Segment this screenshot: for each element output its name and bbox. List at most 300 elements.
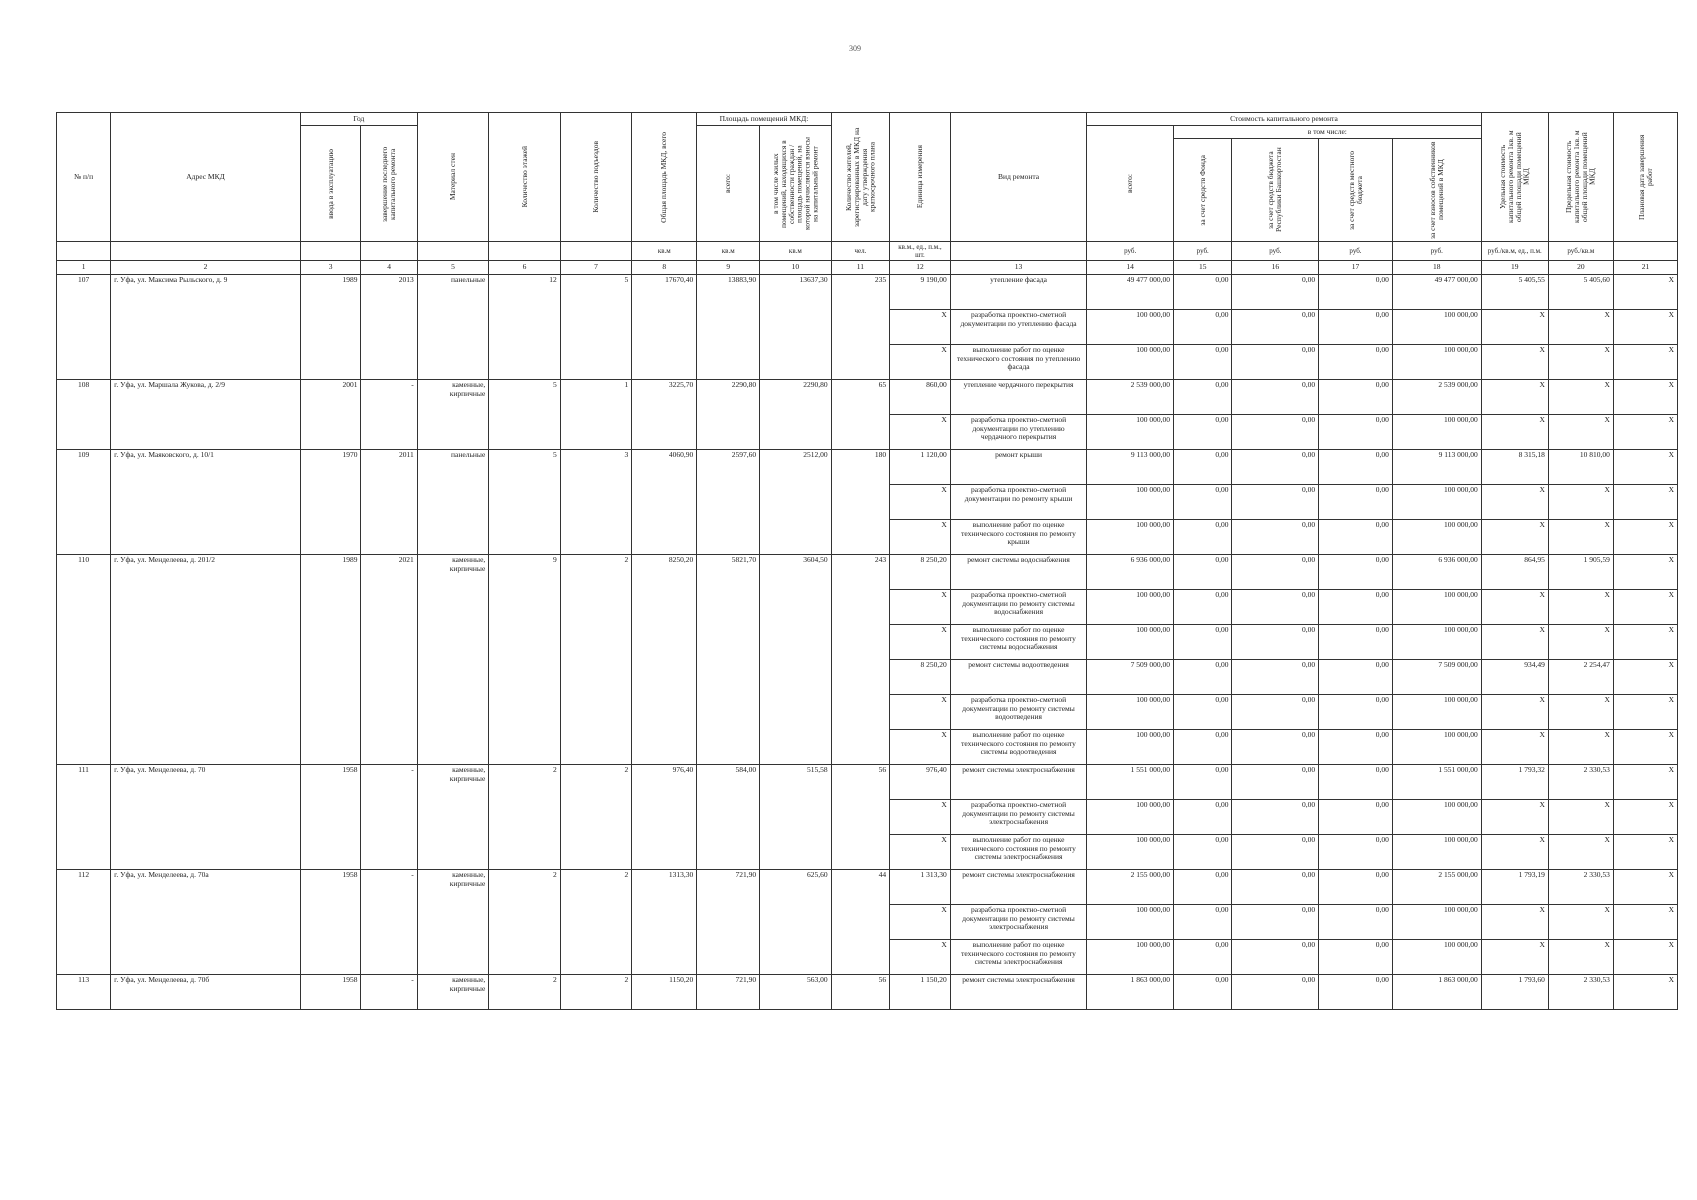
record-entrances: 2 <box>560 975 632 1010</box>
planned-date: X <box>1613 590 1677 625</box>
column-number-cell: 7 <box>560 261 632 275</box>
cost-total: 100 000,00 <box>1087 905 1174 940</box>
record-floors: 5 <box>489 450 561 555</box>
cost-total: 100 000,00 <box>1087 345 1174 380</box>
cost-total: 100 000,00 <box>1087 695 1174 730</box>
record-residents: 44 <box>831 870 890 975</box>
record-material: каменные, кирпичные <box>417 555 489 765</box>
work-type: ремонт системы электроснабжения <box>950 870 1087 905</box>
cost-fund: 0,00 <box>1173 485 1232 520</box>
record-material: панельные <box>417 450 489 555</box>
column-number-cell: 10 <box>760 261 832 275</box>
header-cost-group: Стоимость капитального ремонта <box>1087 113 1481 126</box>
work-unit: X <box>890 695 951 730</box>
unit-cell <box>1613 242 1677 261</box>
record-year: 1989 <box>300 275 361 380</box>
cost-fund: 0,00 <box>1173 800 1232 835</box>
record-year: 1958 <box>300 765 361 870</box>
cost-local: 0,00 <box>1319 905 1393 940</box>
record-entrances: 3 <box>560 450 632 555</box>
table-row <box>57 275 1678 310</box>
column-number-cell: 13 <box>950 261 1087 275</box>
unit-cost: 864,95 <box>1481 555 1548 590</box>
work-type: ремонт системы электроснабжения <box>950 765 1087 800</box>
records-body <box>57 275 1678 1010</box>
header-premises-group: Площадь помещений МКД: <box>697 113 831 126</box>
max-cost: X <box>1548 730 1613 765</box>
planned-date: X <box>1613 310 1677 345</box>
record-material: каменные, кирпичные <box>417 975 489 1010</box>
record-num: 112 <box>57 870 111 975</box>
header-planned-date: Плановая дата завершения работ <box>1613 113 1677 242</box>
cost-republic: 0,00 <box>1232 625 1319 660</box>
record-total-area: 4060,90 <box>632 450 697 555</box>
header-wall-material: Материал стен <box>417 113 489 242</box>
cost-republic: 0,00 <box>1232 695 1319 730</box>
max-cost: X <box>1548 590 1613 625</box>
work-type: разработка проектно-сметной документации по ремонту системы электроснабжения <box>950 905 1087 940</box>
cost-local: 0,00 <box>1319 555 1393 590</box>
unit-cell: чел. <box>831 242 890 261</box>
cost-local: 0,00 <box>1319 275 1393 310</box>
work-unit: X <box>890 625 951 660</box>
unit-cell <box>300 242 361 261</box>
cost-total: 100 000,00 <box>1087 730 1174 765</box>
planned-date: X <box>1613 485 1677 520</box>
cost-local: 0,00 <box>1319 975 1393 1010</box>
work-unit: X <box>890 415 951 450</box>
cost-fund: 0,00 <box>1173 450 1232 485</box>
table-row <box>57 870 1678 905</box>
unit-cost: X <box>1481 905 1548 940</box>
unit-cost: 934,49 <box>1481 660 1548 695</box>
unit-cell <box>57 242 111 261</box>
cost-republic: 0,00 <box>1232 660 1319 695</box>
planned-date: X <box>1613 835 1677 870</box>
cost-owners: 100 000,00 <box>1392 835 1481 870</box>
cost-republic: 0,00 <box>1232 940 1319 975</box>
cost-fund: 0,00 <box>1173 870 1232 905</box>
record-material: панельные <box>417 275 489 380</box>
record-last-repair: - <box>361 380 417 450</box>
planned-date: X <box>1613 275 1677 310</box>
unit-cost: 1 793,19 <box>1481 870 1548 905</box>
cost-local: 0,00 <box>1319 765 1393 800</box>
header-num: № п/п <box>57 113 111 242</box>
cost-fund: 0,00 <box>1173 380 1232 415</box>
max-cost: 5 405,60 <box>1548 275 1613 310</box>
unit-cell: кв.м., ед., п.м., шт. <box>890 242 951 261</box>
cost-republic: 0,00 <box>1232 975 1319 1010</box>
cost-owners: 100 000,00 <box>1392 590 1481 625</box>
cost-total: 100 000,00 <box>1087 520 1174 555</box>
column-number-cell: 17 <box>1319 261 1393 275</box>
work-unit: X <box>890 940 951 975</box>
work-type: ремонт крыши <box>950 450 1087 485</box>
cost-fund: 0,00 <box>1173 905 1232 940</box>
cost-local: 0,00 <box>1319 380 1393 415</box>
record-year: 2001 <box>300 380 361 450</box>
unit-cost: 1 793,60 <box>1481 975 1548 1010</box>
cost-fund: 0,00 <box>1173 590 1232 625</box>
planned-date: X <box>1613 905 1677 940</box>
max-cost: 2 254,47 <box>1548 660 1613 695</box>
planned-date: X <box>1613 695 1677 730</box>
cost-republic: 0,00 <box>1232 275 1319 310</box>
work-type: разработка проектно-сметной документации по ремонту системы водоснабжения <box>950 590 1087 625</box>
unit-cell: руб./кв.м <box>1548 242 1613 261</box>
column-number-cell: 21 <box>1613 261 1677 275</box>
page-number: 309 <box>849 44 861 53</box>
cost-republic: 0,00 <box>1232 380 1319 415</box>
max-cost: 2 330,53 <box>1548 870 1613 905</box>
cost-local: 0,00 <box>1319 520 1393 555</box>
cost-local: 0,00 <box>1319 695 1393 730</box>
header-floors: Количество этажей <box>489 113 561 242</box>
cost-total: 9 113 000,00 <box>1087 450 1174 485</box>
record-address: г. Уфа, ул. Менделеева, д. 70 <box>111 765 301 870</box>
work-type: разработка проектно-сметной документации по утеплению чердачного перекрытия <box>950 415 1087 450</box>
record-residents: 65 <box>831 380 890 450</box>
cost-fund: 0,00 <box>1173 520 1232 555</box>
max-cost: X <box>1548 835 1613 870</box>
work-unit: 860,00 <box>890 380 951 415</box>
unit-cell: руб. <box>1232 242 1319 261</box>
cost-total: 2 155 000,00 <box>1087 870 1174 905</box>
record-floors: 9 <box>489 555 561 765</box>
planned-date: X <box>1613 765 1677 800</box>
record-entrances: 2 <box>560 870 632 975</box>
work-unit: X <box>890 310 951 345</box>
planned-date: X <box>1613 940 1677 975</box>
planned-date: X <box>1613 450 1677 485</box>
column-number-cell: 1 <box>57 261 111 275</box>
record-premises-owned: 3604,50 <box>760 555 832 765</box>
cost-total: 7 509 000,00 <box>1087 660 1174 695</box>
cost-owners: 100 000,00 <box>1392 415 1481 450</box>
unit-cost: X <box>1481 310 1548 345</box>
planned-date: X <box>1613 975 1677 1010</box>
header-year-last-repair: завершение последнего капитального ремонта <box>361 126 417 242</box>
unit-cost: X <box>1481 485 1548 520</box>
record-premises: 2290,80 <box>697 380 760 450</box>
header-cost-total: всего: <box>1087 126 1174 242</box>
work-type: разработка проектно-сметной документации по ремонту системы водоотведения <box>950 695 1087 730</box>
work-type: выполнение работ по оценке технического состояния по ремонту крыши <box>950 520 1087 555</box>
record-material: каменные, кирпичные <box>417 870 489 975</box>
work-type: разработка проектно-сметной документации по ремонту системы электроснабжения <box>950 800 1087 835</box>
unit-cell <box>361 242 417 261</box>
cost-owners: 100 000,00 <box>1392 730 1481 765</box>
cost-fund: 0,00 <box>1173 415 1232 450</box>
cost-total: 100 000,00 <box>1087 310 1174 345</box>
record-premises: 721,90 <box>697 870 760 975</box>
cost-local: 0,00 <box>1319 485 1393 520</box>
record-num: 113 <box>57 975 111 1010</box>
work-type: выполнение работ по оценке технического состояния по утеплению фасада <box>950 345 1087 380</box>
cost-owners: 1 863 000,00 <box>1392 975 1481 1010</box>
work-unit: 1 313,30 <box>890 870 951 905</box>
header-year-group: Год <box>300 113 417 126</box>
cost-owners: 2 539 000,00 <box>1392 380 1481 415</box>
record-residents: 56 <box>831 765 890 870</box>
unit-cost: X <box>1481 835 1548 870</box>
cost-total: 100 000,00 <box>1087 485 1174 520</box>
cost-total: 1 863 000,00 <box>1087 975 1174 1010</box>
record-year: 1958 <box>300 870 361 975</box>
unit-cost: X <box>1481 730 1548 765</box>
unit-cell <box>560 242 632 261</box>
record-premises: 721,90 <box>697 975 760 1010</box>
header-cost-fund: за счет средств Фонда <box>1173 139 1232 242</box>
cost-total: 6 936 000,00 <box>1087 555 1174 590</box>
cost-fund: 0,00 <box>1173 765 1232 800</box>
work-unit: 8 250,20 <box>890 660 951 695</box>
record-floors: 2 <box>489 765 561 870</box>
cost-owners: 100 000,00 <box>1392 345 1481 380</box>
planned-date: X <box>1613 660 1677 695</box>
work-unit: X <box>890 590 951 625</box>
record-year: 1958 <box>300 975 361 1010</box>
work-type: разработка проектно-сметной документации по ремонту крыши <box>950 485 1087 520</box>
column-number-cell: 15 <box>1173 261 1232 275</box>
cost-local: 0,00 <box>1319 730 1393 765</box>
record-floors: 5 <box>489 380 561 450</box>
max-cost: X <box>1548 380 1613 415</box>
record-premises: 2597,60 <box>697 450 760 555</box>
header-incl: в том числе: <box>1173 126 1481 139</box>
record-last-repair: - <box>361 975 417 1010</box>
cost-republic: 0,00 <box>1232 835 1319 870</box>
planned-date: X <box>1613 555 1677 590</box>
unit-cost: X <box>1481 520 1548 555</box>
work-type: выполнение работ по оценке технического состояния по ремонту системы электроснабжения <box>950 940 1087 975</box>
table-row <box>57 380 1678 415</box>
cost-owners: 100 000,00 <box>1392 625 1481 660</box>
work-type: ремонт системы водоснабжения <box>950 555 1087 590</box>
table-row <box>57 975 1678 1010</box>
work-unit: 1 150,20 <box>890 975 951 1010</box>
cost-republic: 0,00 <box>1232 800 1319 835</box>
record-total-area: 17670,40 <box>632 275 697 380</box>
work-unit: 1 120,00 <box>890 450 951 485</box>
work-type: ремонт системы электроснабжения <box>950 975 1087 1010</box>
table-row <box>57 765 1678 800</box>
work-unit: X <box>890 800 951 835</box>
record-num: 109 <box>57 450 111 555</box>
max-cost: X <box>1548 310 1613 345</box>
cost-owners: 100 000,00 <box>1392 905 1481 940</box>
unit-cell: руб. <box>1087 242 1174 261</box>
header-unit: Единица измерения <box>890 113 951 242</box>
record-premises-owned: 563,00 <box>760 975 832 1010</box>
unit-cost: X <box>1481 695 1548 730</box>
header-total-area: Общая площадь МКД, всего <box>632 113 697 242</box>
cost-owners: 100 000,00 <box>1392 310 1481 345</box>
cost-republic: 0,00 <box>1232 450 1319 485</box>
cost-local: 0,00 <box>1319 590 1393 625</box>
record-total-area: 976,40 <box>632 765 697 870</box>
cost-local: 0,00 <box>1319 870 1393 905</box>
column-number-cell: 18 <box>1392 261 1481 275</box>
unit-cost: X <box>1481 590 1548 625</box>
record-total-area: 1313,30 <box>632 870 697 975</box>
header-cost-owners: за счет взносов собственников помещений в МКД <box>1392 139 1481 242</box>
column-number-cell: 5 <box>417 261 489 275</box>
record-premises-owned: 515,58 <box>760 765 832 870</box>
max-cost: X <box>1548 415 1613 450</box>
cost-local: 0,00 <box>1319 800 1393 835</box>
work-unit: 8 250,20 <box>890 555 951 590</box>
record-entrances: 1 <box>560 380 632 450</box>
column-number-cell: 12 <box>890 261 951 275</box>
unit-cell: кв.м <box>632 242 697 261</box>
cost-owners: 100 000,00 <box>1392 800 1481 835</box>
work-type: разработка проектно-сметной документации по утеплению фасада <box>950 310 1087 345</box>
table-row <box>57 450 1678 485</box>
record-address: г. Уфа, ул. Менделеева, д. 70б <box>111 975 301 1010</box>
cost-republic: 0,00 <box>1232 870 1319 905</box>
header-premises-owned: в том числе жилых помещений, находящихся в собственности граждан / площадь помещений, на которой начисляются взносы на капитальный ремонт <box>760 126 832 242</box>
planned-date: X <box>1613 625 1677 660</box>
record-entrances: 2 <box>560 555 632 765</box>
column-number-cell: 3 <box>300 261 361 275</box>
cost-local: 0,00 <box>1319 450 1393 485</box>
cost-owners: 9 113 000,00 <box>1392 450 1481 485</box>
column-number-row <box>57 261 1678 275</box>
cost-total: 100 000,00 <box>1087 800 1174 835</box>
cost-fund: 0,00 <box>1173 660 1232 695</box>
unit-cost: X <box>1481 380 1548 415</box>
cost-total: 2 539 000,00 <box>1087 380 1174 415</box>
work-unit: X <box>890 520 951 555</box>
record-total-area: 8250,20 <box>632 555 697 765</box>
cost-fund: 0,00 <box>1173 730 1232 765</box>
record-address: г. Уфа, ул. Менделеева, д. 201/2 <box>111 555 301 765</box>
record-premises: 5821,70 <box>697 555 760 765</box>
unit-cost: X <box>1481 940 1548 975</box>
header-address: Адрес МКД <box>111 113 301 242</box>
unit-cost: 8 315,18 <box>1481 450 1548 485</box>
unit-cell <box>417 242 489 261</box>
work-type: утепление фасада <box>950 275 1087 310</box>
record-premises: 13883,90 <box>697 275 760 380</box>
cost-owners: 1 551 000,00 <box>1392 765 1481 800</box>
record-year: 1989 <box>300 555 361 765</box>
cost-fund: 0,00 <box>1173 835 1232 870</box>
column-number-cell: 19 <box>1481 261 1548 275</box>
unit-cost: X <box>1481 625 1548 660</box>
record-num: 110 <box>57 555 111 765</box>
cost-fund: 0,00 <box>1173 625 1232 660</box>
work-unit: X <box>890 905 951 940</box>
record-address: г. Уфа, ул. Маршала Жукова, д. 2/9 <box>111 380 301 450</box>
record-last-repair: 2013 <box>361 275 417 380</box>
record-premises-owned: 625,60 <box>760 870 832 975</box>
max-cost: 2 330,53 <box>1548 975 1613 1010</box>
cost-total: 100 000,00 <box>1087 940 1174 975</box>
record-num: 107 <box>57 275 111 380</box>
unit-cell <box>489 242 561 261</box>
column-number-cell: 20 <box>1548 261 1613 275</box>
max-cost: 1 905,59 <box>1548 555 1613 590</box>
record-last-repair: 2021 <box>361 555 417 765</box>
unit-cell: руб. <box>1392 242 1481 261</box>
planned-date: X <box>1613 415 1677 450</box>
unit-cost: X <box>1481 800 1548 835</box>
cost-republic: 0,00 <box>1232 310 1319 345</box>
cost-total: 100 000,00 <box>1087 835 1174 870</box>
max-cost: 10 810,00 <box>1548 450 1613 485</box>
record-last-repair: 2011 <box>361 450 417 555</box>
record-residents: 180 <box>831 450 890 555</box>
cost-local: 0,00 <box>1319 345 1393 380</box>
column-number-cell: 9 <box>697 261 760 275</box>
unit-cell: руб. <box>1319 242 1393 261</box>
planned-date: X <box>1613 380 1677 415</box>
cost-local: 0,00 <box>1319 660 1393 695</box>
cost-fund: 0,00 <box>1173 310 1232 345</box>
record-premises-owned: 13637,30 <box>760 275 832 380</box>
record-material: каменные, кирпичные <box>417 765 489 870</box>
work-type: ремонт системы водоотведения <box>950 660 1087 695</box>
header-residents: Количество жителей, зарегистрированных в МКД на дату утверждения краткосрочного плана <box>831 113 890 242</box>
cost-republic: 0,00 <box>1232 765 1319 800</box>
work-unit: X <box>890 835 951 870</box>
max-cost: X <box>1548 625 1613 660</box>
cost-republic: 0,00 <box>1232 345 1319 380</box>
record-total-area: 3225,70 <box>632 380 697 450</box>
planned-date: X <box>1613 345 1677 380</box>
unit-cost: X <box>1481 415 1548 450</box>
cost-local: 0,00 <box>1319 415 1393 450</box>
record-num: 111 <box>57 765 111 870</box>
planned-date: X <box>1613 730 1677 765</box>
record-residents: 235 <box>831 275 890 380</box>
cost-republic: 0,00 <box>1232 415 1319 450</box>
record-year: 1970 <box>300 450 361 555</box>
record-total-area: 1150,20 <box>632 975 697 1010</box>
record-last-repair: - <box>361 765 417 870</box>
record-entrances: 5 <box>560 275 632 380</box>
cost-owners: 100 000,00 <box>1392 520 1481 555</box>
column-number-cell: 16 <box>1232 261 1319 275</box>
unit-cell: руб. <box>1173 242 1232 261</box>
cost-republic: 0,00 <box>1232 485 1319 520</box>
record-address: г. Уфа, ул. Менделеева, д. 70а <box>111 870 301 975</box>
work-type: выполнение работ по оценке технического состояния по ремонту системы водоснабжения <box>950 625 1087 660</box>
work-type: выполнение работ по оценке технического состояния по ремонту системы электроснабжения <box>950 835 1087 870</box>
cost-fund: 0,00 <box>1173 695 1232 730</box>
record-material: каменные, кирпичные <box>417 380 489 450</box>
cost-total: 1 551 000,00 <box>1087 765 1174 800</box>
capital-repair-plan-table <box>56 112 1678 1010</box>
work-unit: X <box>890 730 951 765</box>
cost-owners: 49 477 000,00 <box>1392 275 1481 310</box>
planned-date: X <box>1613 870 1677 905</box>
record-floors: 2 <box>489 870 561 975</box>
cost-fund: 0,00 <box>1173 345 1232 380</box>
cost-republic: 0,00 <box>1232 730 1319 765</box>
cost-owners: 2 155 000,00 <box>1392 870 1481 905</box>
record-floors: 2 <box>489 975 561 1010</box>
cost-republic: 0,00 <box>1232 905 1319 940</box>
cost-total: 49 477 000,00 <box>1087 275 1174 310</box>
max-cost: X <box>1548 800 1613 835</box>
cost-fund: 0,00 <box>1173 975 1232 1010</box>
cost-republic: 0,00 <box>1232 520 1319 555</box>
unit-cost: 1 793,32 <box>1481 765 1548 800</box>
